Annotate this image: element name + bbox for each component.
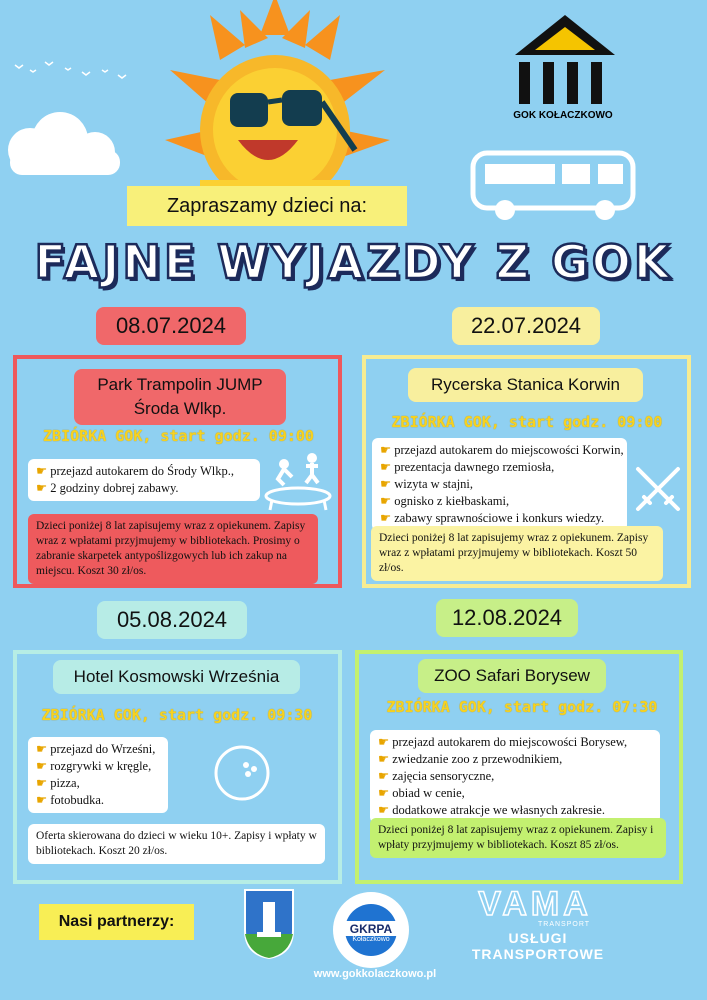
birds-decoration (10, 50, 130, 90)
pointing-hand-icon: ☛ (36, 776, 48, 790)
trip-date-1: 08.07.2024 (96, 307, 246, 345)
pointing-hand-icon: ☛ (36, 742, 48, 756)
list-item: ☛ ognisko z kiełbaskami, (380, 494, 510, 508)
pointing-hand-icon: ☛ (378, 752, 390, 766)
vama-transport-text: TRANSPORT (538, 921, 591, 928)
website-link[interactable]: www.gokkolaczkowo.pl (313, 968, 437, 980)
trip-meeting-1: ZBIÓRKA GOK, start godz. 09:00 (43, 427, 314, 445)
sun-with-sunglasses-icon (150, 0, 400, 210)
pointing-hand-icon: ☛ (380, 460, 392, 474)
pointing-hand-icon: ☛ (36, 464, 48, 478)
pointing-hand-icon: ☛ (36, 793, 48, 807)
trip-meeting-3: ZBIÓRKA GOK, start godz. 09:30 (41, 706, 313, 724)
trip-meeting-2: ZBIÓRKA GOK, start godz. 09:00 (391, 413, 663, 431)
pointing-hand-icon: ☛ (380, 477, 392, 491)
list-item: ☛ prezentacja dawnego rzemiosła, (380, 460, 555, 474)
list-item: ☛ pizza, (36, 776, 80, 790)
trip-date-3: 05.08.2024 (97, 601, 247, 639)
list-item: ☛ przejazd autokarem do miejscowości Korwin, (380, 443, 624, 457)
list-item: ☛ przejazd do Wrześni, (36, 742, 156, 756)
gok-logo-text: GOK KOŁACZKOWO (513, 110, 613, 121)
pointing-hand-icon: ☛ (378, 769, 390, 783)
bowling-ball-icon (212, 743, 272, 803)
page-title: FAJNE WYJAZDY Z GOK (34, 235, 673, 289)
pointing-hand-icon: ☛ (36, 481, 48, 495)
pointing-hand-icon: ☛ (378, 786, 390, 800)
gkrpa-logo-subtext: Kołaczkowo (352, 936, 390, 943)
pointing-hand-icon: ☛ (380, 511, 392, 525)
pointing-hand-icon: ☛ (378, 803, 390, 817)
trip-note-2: Dzieci poniżej 8 lat zapisujemy wraz z opiekunem. Zapisy wraz z wpłatami przyjmujemy w bibliotekach. Koszt 50 zł/os. (371, 526, 663, 581)
vama-services-text: USŁUGI TRANSPORTOWE (471, 930, 605, 962)
trip-note-3: Oferta skierowana do dzieci w wieku 10+. Zapisy i wpłaty w bibliotekach. Koszt 20 zł/os. (28, 824, 325, 864)
pointing-hand-icon: ☛ (378, 735, 390, 749)
trampoline-icon (262, 450, 334, 512)
trip-date-4: 12.08.2024 (436, 599, 578, 637)
trip-list-2 (372, 438, 627, 531)
list-item: ☛ 2 godziny dobrej zabawy. (36, 481, 179, 495)
list-item: ☛ dodatkowe atrakcje we własnych zakresie. (378, 803, 605, 817)
list-item: ☛ rozgrywki w kręgle, (36, 759, 152, 773)
trip-place-2: Rycerska Stanica Korwin (408, 368, 643, 402)
vama-logo-text: VAMA (478, 885, 592, 923)
pointing-hand-icon: ☛ (380, 494, 392, 508)
trip-meeting-4: ZBIÓRKA GOK, start godz. 07:30 (386, 698, 658, 716)
bus-icon (470, 150, 640, 225)
pointing-hand-icon: ☛ (380, 443, 392, 457)
crossed-swords-icon (632, 463, 684, 515)
gkrpa-logo-text: GKRPA (349, 922, 393, 936)
invite-banner: Zapraszamy dzieci na: (127, 186, 407, 226)
coat-of-arms-icon (243, 888, 295, 960)
pointing-hand-icon: ☛ (36, 759, 48, 773)
partners-label: Nasi partnerzy: (39, 904, 194, 940)
list-item: ☛ obiad w cenie, (378, 786, 465, 800)
lion-icon (578, 745, 663, 803)
list-item: ☛ fotobudka. (36, 793, 105, 807)
trip-place-3: Hotel Kosmowski Września (53, 660, 300, 694)
trip-list-1 (28, 459, 260, 501)
trip-date-2: 22.07.2024 (452, 307, 600, 345)
list-item: ☛ wizyta w stajni, (380, 477, 474, 491)
list-item: ☛ zwiedzanie zoo z przewodnikiem, (378, 752, 563, 766)
trip-place-4: ZOO Safari Borysew (418, 659, 606, 693)
list-item: ☛ przejazd autokarem do Środy Wlkp., (36, 464, 234, 478)
list-item: ☛ zabawy sprawnościowe i konkurs wiedzy. (380, 511, 605, 525)
list-item: ☛ zajęcia sensoryczne, (378, 769, 495, 783)
trip-list-3 (28, 737, 168, 813)
trip-note-4: Dzieci poniżej 8 lat zapisujemy wraz z opiekunem. Zapisy i wpłaty przyjmujemy w bibliotekach. Koszt 85 zł/os. (370, 818, 666, 858)
trip-note-1: Dzieci poniżej 8 lat zapisujemy wraz z opiekunem. Zapisy wraz z wpłatami przyjmujemy w bibliotekach. Prosimy o zabranie skarpetek antypoślizgowych lub ich zakup na miejscu. Koszt 30 zł/os. (28, 514, 318, 584)
list-item: ☛ przejazd autokarem do miejscowości Borysew, (378, 735, 628, 749)
trip-place-1: Park Trampolin JUMP Środa Wlkp. (74, 369, 286, 425)
cloud-decoration (0, 100, 130, 180)
